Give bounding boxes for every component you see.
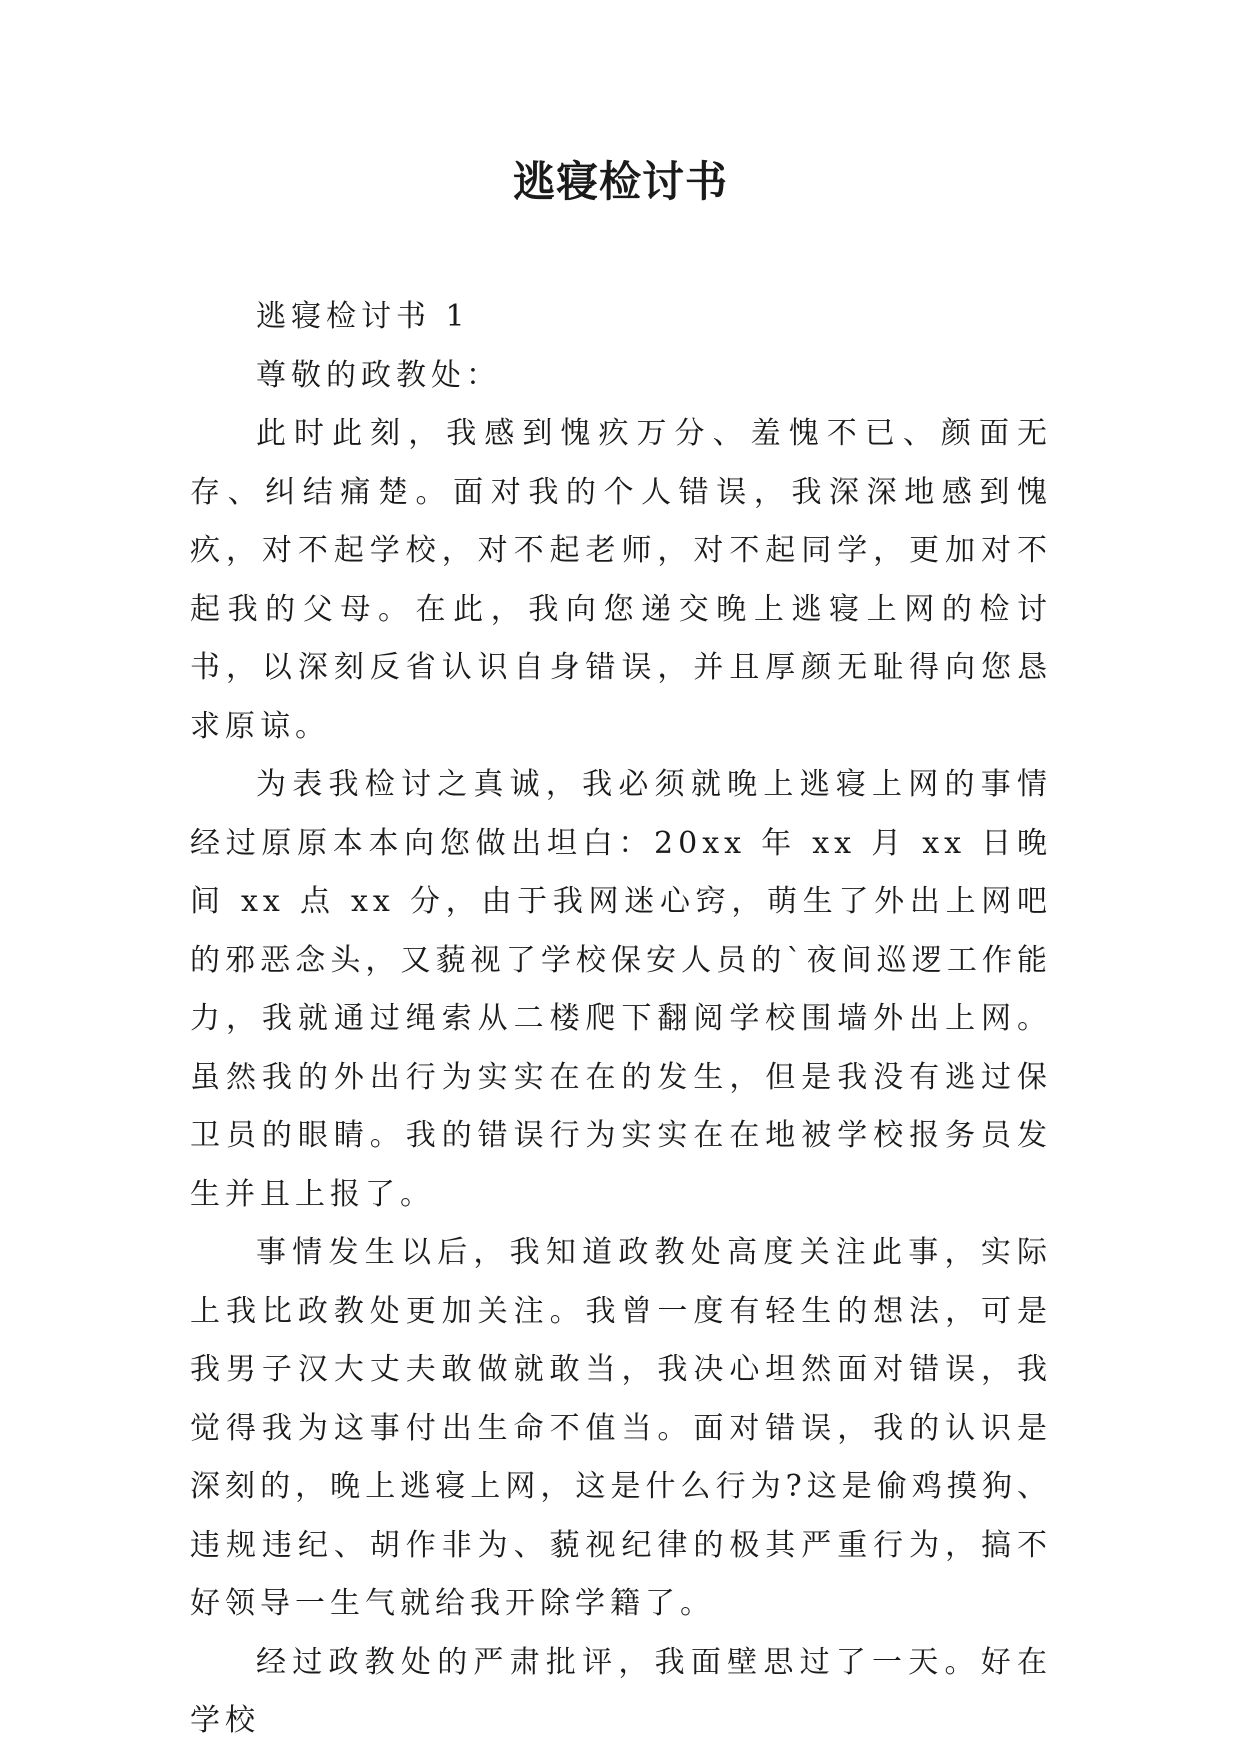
paragraph-3: 事情发生以后，我知道政教处高度关注此事，实际上我比政教处更加关注。我曾一度有轻生的想法，可是我男子汉大丈夫敢做就敢当，我决心坦然面对错误，我觉得我为这事付出生命不值当。面对错误，我的认识是深刻的，晚上逃寝上网，这是什么行为?这是偷鸡摸狗、违规违纪、胡作非为、藐视纪律的极其严重行为，搞不好领导一生气就给我开除学籍了。 bbox=[190, 1235, 1052, 1621]
paragraph-4: 经过政教处的严肃批评，我面壁思过了一天。好在学校 bbox=[190, 1644, 1052, 1738]
salutation: 尊敬的政教处： bbox=[256, 357, 501, 393]
document-title: 逃寝检讨书 bbox=[512, 157, 728, 206]
document-subtitle: 逃寝检讨书 1 bbox=[256, 299, 470, 334]
paragraph-1: 此时此刻，我感到愧疚万分、羞愧不已、颜面无存、纠结痛楚。面对我的个人错误，我深深地感到愧疚，对不起学校，对不起老师，对不起同学，更加对不起我的父母。在此，我向您递交晚上逃寝上网的检讨书，以深刻反省认识自身错误，并且厚颜无耻得向您恳求原谅。 bbox=[190, 416, 1052, 744]
paragraph-2: 为表我检讨之真诚，我必须就晚上逃寝上网的事情经过原原本本向您做出坦白：20xx 年 xx 月 xx 日晚间 xx 点 xx 分，由于我网迷心窍，萌生了外出上网吧的邪恶念头，又藐视了学校保安人员的`夜间巡逻工作能力，我就通过绳索从二楼爬下翻阅学校围墙外出上网。虽然我的外出行为实实在在的发生，但是我没有逃过保卫员的眼睛。我的错误行为实实在在地被学校报务员发生并且上报了。 bbox=[190, 767, 1052, 1212]
document-body bbox=[190, 288, 1052, 1751]
